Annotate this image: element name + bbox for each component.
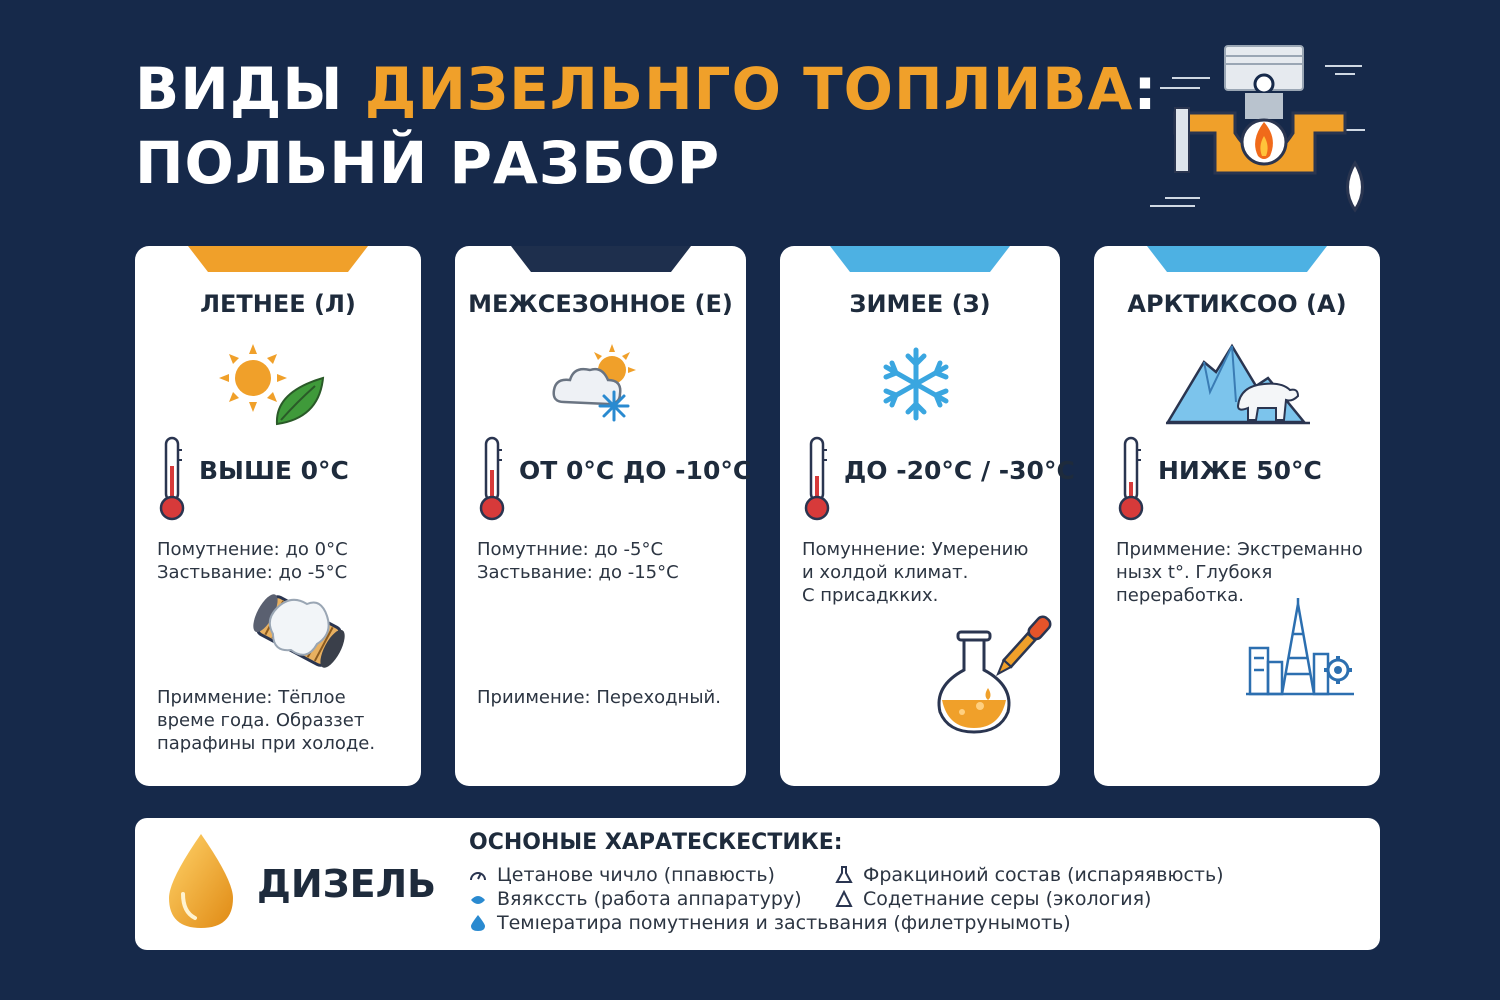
eco-icon [835,890,853,908]
feature-item: Вяякссть (работа аппаратуру) [469,888,802,910]
card-title: АРКТИКСОО (А) [1127,290,1347,318]
feature-item: Цетанове чичло (ппавюсть) [469,864,775,886]
water-drop-icon [469,914,487,932]
gauge-icon [469,866,487,884]
card-tab-arctic [1147,246,1327,272]
viscosity-icon [469,890,487,908]
flask-dropper-icon [930,608,1054,734]
cloud-snow-icon [550,342,650,424]
card-tab-mid [511,246,691,272]
iceberg-bear-icon [1164,342,1312,426]
card-title: ЗИМЕЕ (З) [849,290,991,318]
card-usage: Приимение: Переходный. [477,687,721,708]
card-properties: Помуннение: Умерению и холдой климат. С присадкких. [802,539,1029,606]
card-usage: Приммение: Тёплое време года. Образзет парафины при холоде. [157,687,376,754]
sun-leaf-icon [215,342,327,428]
diesel-label: ДИЗЕЛЬ [257,862,437,906]
title-line-1 [135,52,1158,126]
feature-item: Содетнание серы (экология) [835,888,1151,910]
engine-piston-icon [1140,38,1380,218]
card-properties: Приммение: Экстреманно нызх t°. Глубокя переработка. [1116,539,1363,606]
page-title [135,52,1158,200]
feature-item: Фракциноий состав (испаряявюсть) [835,864,1224,886]
temperature-range: НИЖЕ 50°C [1158,456,1322,485]
flask-icon [835,866,853,884]
title-colon: : [1133,55,1158,123]
card-properties: Помутнние: до -5°C Застьвание: до -15°C [477,539,679,583]
card-properties: Помутнение: до 0°C Застьвание: до -5°C [157,539,348,583]
fuel-drop-icon [165,832,237,932]
card-tab-summer [188,246,368,272]
card-summer [135,246,421,786]
temperature-range: ВЫШЕ 0°C [199,456,349,485]
card-title: МЕЖСЕЗОННОЕ (Е) [468,290,733,318]
thermometer-icon [1116,436,1146,522]
title-line-2: ПОЛЬНЙ РАЗБОР [135,129,721,197]
features-title: ОСНОНЫЕ ХАРАТЕСКЕСТИКЕ: [469,830,843,855]
paraffin-filter-icon [247,588,351,674]
thermometer-icon [802,436,832,522]
diesel-summary-panel [135,818,1380,950]
card-winter [780,246,1075,786]
title-word-accent: ДИЗЕЛЬНГО ТОПЛИВА [364,55,1134,123]
card-tab-winter [830,246,1010,272]
card-title: ЛЕТНЕЕ (Л) [200,290,356,318]
snowflake-icon [878,346,954,422]
feature-item: Темıератира помутнения и застьвания (филетрунымоть) [469,912,1071,934]
thermometer-icon [477,436,507,522]
temperature-range: ДО -20°C / -30°C [844,456,1075,485]
thermometer-icon [157,436,187,522]
title-word-white: ВИДЫ [135,55,344,123]
card-arctic [1094,246,1380,786]
temperature-range: ОТ 0°C ДО -10°C [519,456,752,485]
refinery-icon [1244,598,1356,698]
card-mid-season [455,246,752,786]
